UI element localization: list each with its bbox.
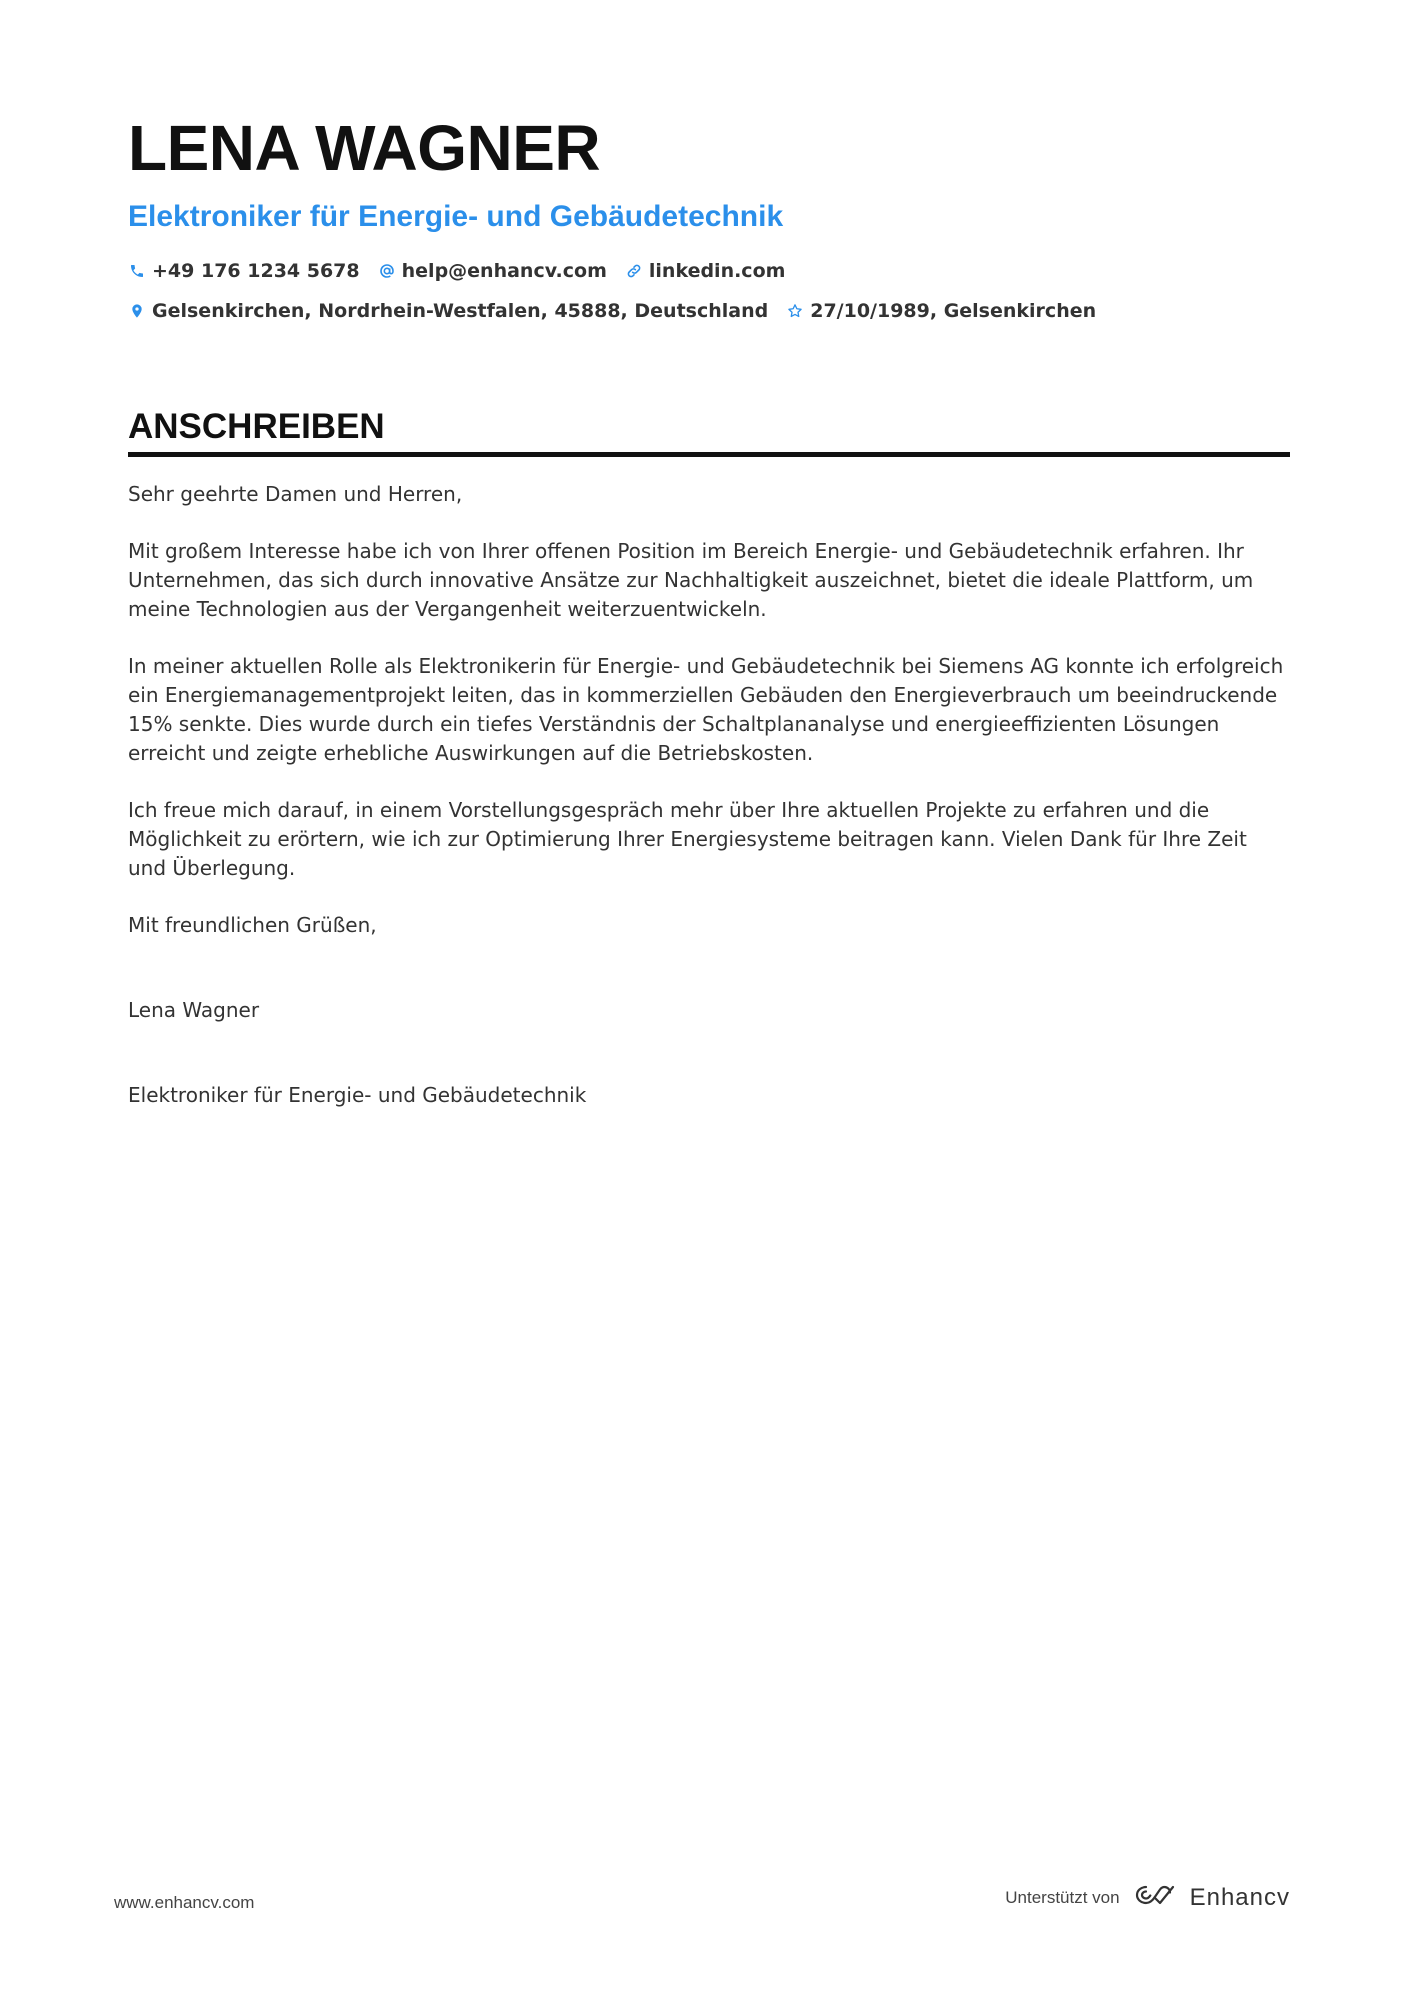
letter-body	[128, 480, 1288, 1138]
footer-website[interactable]: www.enhancv.com	[114, 1893, 255, 1912]
contact-birth	[786, 300, 1096, 322]
header	[128, 112, 1288, 326]
contact-linkedin[interactable]	[625, 260, 786, 282]
linkedin-link[interactable]: linkedin.com	[648, 260, 786, 282]
contact-row-primary	[128, 256, 1288, 286]
brand-name: Enhancv	[1189, 1883, 1290, 1911]
letter-paragraph-1: Mit großem Interesse habe ich von Ihrer offenen Position im Bereich Energie- und Gebäudetechnik erfahren. Ihr Unternehmen, das sich durch innovative Ansätze zur Nachhaltigkeit auszeichnet, bietet die ideale Plattform, um meine Technologien aus der Vergangenheit weiterzuentwickeln.	[128, 539, 1254, 621]
letter-signer-title: Elektroniker für Energie- und Gebäudetechnik	[128, 1083, 587, 1107]
at-icon	[378, 262, 396, 280]
contact-location	[128, 300, 768, 322]
phone-number: +49 176 1234 5678	[152, 260, 360, 282]
contact-phone	[128, 260, 360, 282]
candidate-title: Elektroniker für Energie- und Gebäudetechnik	[128, 200, 784, 233]
enhancv-logo-icon	[1132, 1882, 1190, 1913]
letter-salutation: Sehr geehrte Damen und Herren,	[128, 482, 463, 506]
birth-text: 27/10/1989, Gelsenkirchen	[810, 300, 1097, 322]
powered-by-label: Unterstützt von	[1005, 1887, 1120, 1907]
email-address[interactable]: help@enhancv.com	[401, 260, 607, 282]
candidate-name: LENA WAGNER	[128, 112, 601, 184]
link-icon	[625, 262, 643, 280]
letter-paragraph-3: Ich freue mich darauf, in einem Vorstellungsgespräch mehr über Ihre aktuellen Projekte zu erfahren und die Möglichkeit zu erörtern, wie ich zur Optimierung Ihrer Energiesysteme beitragen kann. Vielen Dank für Ihre Zeit und Überlegung.	[128, 798, 1247, 880]
footer-branding	[1005, 1882, 1290, 1913]
letter-closing: Mit freundlichen Grüßen,	[128, 913, 377, 937]
location-pin-icon	[128, 302, 146, 320]
letter-signer-name: Lena Wagner	[128, 998, 260, 1022]
section-heading-anschreiben: ANSCHREIBEN	[128, 406, 1290, 457]
contact-row-secondary	[128, 296, 1288, 326]
phone-icon	[128, 262, 146, 280]
letter-paragraph-2: In meiner aktuellen Rolle als Elektronikerin für Energie- und Gebäudetechnik bei Siemens AG konnte ich erfolgreich ein Energiemanagementprojekt leiten, das in kommerziellen Gebäuden den Energieverbrauch um beeindruckende 15% senkte. Dies wurde durch ein tiefes Verständnis der Schaltplananalyse und energieeffizienten Lösungen erreicht und zeigte erhebliche Auswirkungen auf die Betriebskosten.	[128, 654, 1284, 765]
location-text: Gelsenkirchen, Nordrhein-Westfalen, 45888, Deutschland	[152, 300, 769, 322]
star-icon	[786, 302, 804, 320]
contact-email[interactable]	[378, 260, 607, 282]
